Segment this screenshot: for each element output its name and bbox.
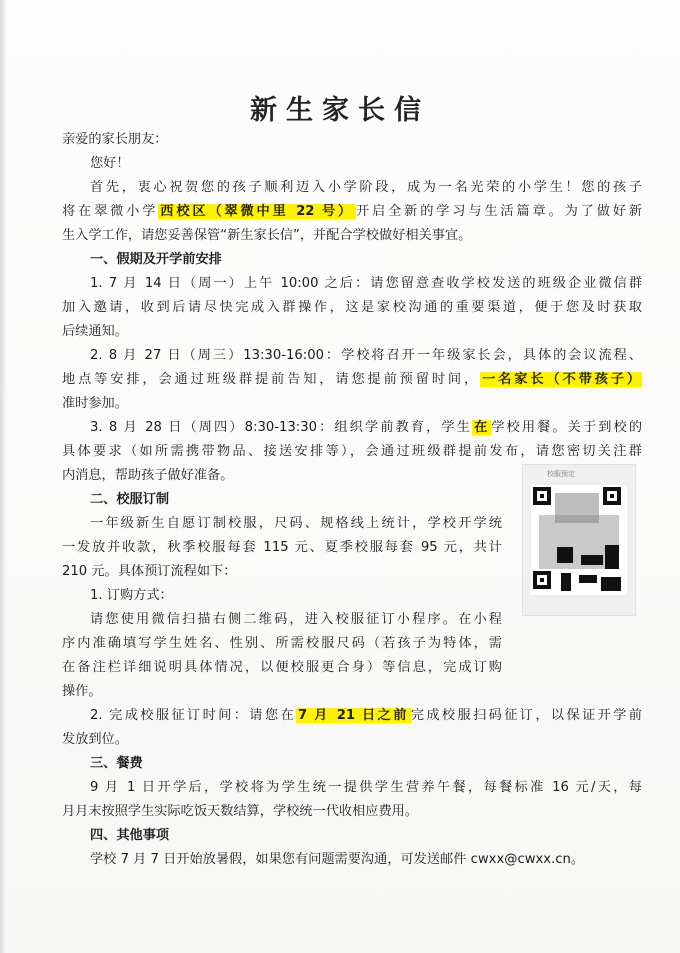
qr-finder (533, 487, 551, 505)
uniform-qr-card (522, 464, 636, 616)
qr-module (581, 555, 603, 565)
letter-title: 新生家长信 (250, 95, 430, 126)
s4-line-1: 学校 7 月 7 日开始放暑假，如果您有问题需要沟通，可发送邮件 cwxx@cwxx.cn。 (90, 852, 585, 867)
s1-p1-line-3: 后续通知。 (62, 324, 128, 339)
section-3-heading-spacer (62, 674, 642, 698)
qr-module (557, 547, 573, 563)
hello: 您好！ (90, 156, 130, 171)
qr-module (601, 577, 621, 591)
s2-p3-line-1 (62, 704, 642, 728)
s1-p1-line-1: 1. 7 月 14 日（周一）上午 10:00 之后：请您留意查收学校发送的班级企业微信群 (90, 276, 642, 291)
s1-p2-line-1: 2. 8 月 27 日（周三）13:30-16:00：学校将召开一年级家长会，具体的会议流程、 (90, 348, 642, 363)
s2-p2-title: 1. 订购方式： (90, 588, 173, 603)
uniform-qr-code[interactable] (531, 485, 627, 595)
highlight-at: 在 (473, 420, 490, 435)
highlight-deadline: 7 月 21 日之前 (298, 708, 409, 723)
s1-text: 学校用餐。关于到校的 (491, 420, 642, 435)
s1-p2-line-3: 准时参加。 (62, 396, 128, 411)
s1-p2-line-2 (62, 368, 642, 392)
highlight-campus: 西校区（翠微中里 22 号） (160, 204, 355, 219)
s1-text: 地点等安排，会通过班级群提前告知，请您提前预留时间， (62, 372, 481, 387)
qr-module (561, 573, 571, 591)
s3-line-1: 9 月 1 日开学后，学校将为学生统一提供学生营养午餐，每餐标准 16 元/天，每 (90, 780, 642, 795)
section-4-heading: 四、其他事项 (90, 828, 170, 843)
section-2-heading: 二、校服订制 (90, 492, 170, 507)
s2-p3-line-2: 发放到位。 (62, 732, 128, 747)
intro-line-1: 首先，衷心祝贺您的孩子顺利迈入小学阶段，成为一名光荣的小学生！您的孩子 (90, 180, 642, 195)
s1-text: 3. 8 月 28 日（周四）8:30-13:30：组织学前教育，学生 (90, 420, 472, 435)
uniform-qr-caption: 校服预定 (547, 470, 575, 478)
qr-finder (603, 487, 621, 505)
s2-p2-line-1: 请您使用微信扫描右侧二维码，进入校服征订小程序。在小程 (90, 612, 502, 627)
page-edge (0, 0, 6, 953)
s2-p2-line-3: 在备注栏详细说明具体情况，以便校服更合身）等信息，完成订购 (62, 660, 502, 675)
s1-p3-line-1 (62, 416, 642, 440)
s3-line-2: 月月末按照学生实际吃饭天数结算，学校统一代收相应费用。 (62, 804, 419, 819)
intro-text: 将在翠微小学 (62, 204, 159, 219)
highlight-one-parent: 一名家长（不带孩子） (482, 372, 641, 387)
s2-p2-line-4: 操作。 (62, 684, 102, 699)
s1-p3-line-2: 具体要求（如所需携带物品、接送安排等），会通过班级群提前发布，请您密切关注群 (62, 444, 642, 459)
s2-p1-line-3: 210 元。具体预订流程如下： (62, 564, 237, 579)
s2-text: 完成校服扫码征订，以保证开学前 (410, 708, 642, 723)
qr-module (605, 545, 619, 569)
qr-finder (533, 571, 551, 589)
s2-p2-line-2: 序内准确填写学生姓名、性别、所需校服尺码（若孩子为特体，需 (62, 636, 502, 651)
s1-p1-line-2: 加入邀请，收到后请尽快完成入群操作，这是家校沟通的重要渠道，便于您及时获取 (62, 300, 642, 315)
intro-line-3: 生入学工作，请您妥善保管“新生家长信”，并配合学校做好相关事宜。 (62, 228, 472, 243)
qr-module (579, 575, 597, 583)
greeting: 亲爱的家长朋友： (62, 132, 168, 147)
section-3-heading: 三、餐费 (90, 756, 143, 771)
s1-p3-line-3: 内消息，帮助孩子做好准备。 (62, 468, 234, 483)
intro-text: 开启全新的学习与生活篇章。为了做好新 (356, 204, 642, 219)
s2-p1-line-2: 一发放并收款，秋季校服每套 115 元、夏季校服每套 95 元，共计 (62, 540, 502, 555)
s2-text: 2. 完成校服征订时间：请您在 (90, 708, 297, 723)
s2-p1-line-1: 一年级新生自愿订制校服，尺码、规格线上统计，学校开学统 (90, 516, 502, 531)
intro-line-2 (62, 200, 642, 224)
section-1-heading: 一、假期及开学前安排 (90, 252, 222, 267)
